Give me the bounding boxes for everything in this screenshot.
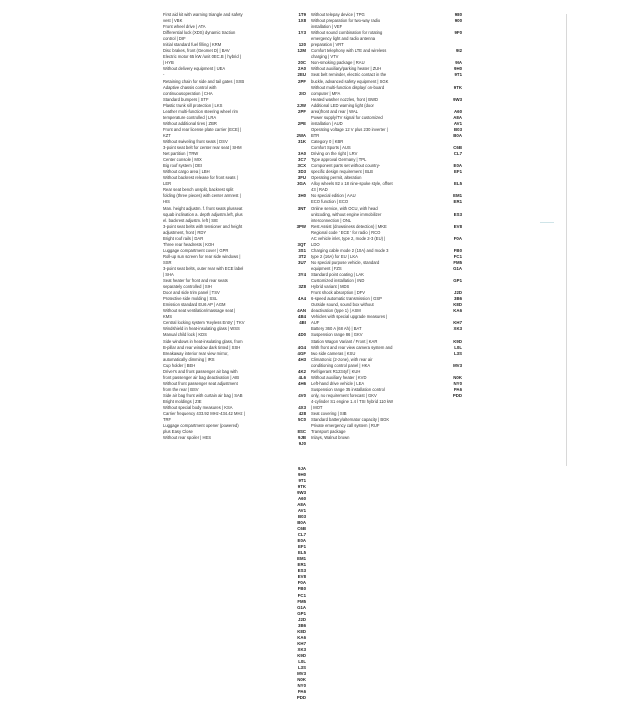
equipment-code: 9W3 [453,96,462,102]
column-descriptions-left [163,12,285,441]
description-line: Standard bumpers | STF [163,96,209,102]
equipment-code: F0A [297,580,306,586]
description-line: interconnection | ONL [311,217,352,223]
description-line: Suspension range 86 | GKV [311,332,363,338]
equipment-code: 3FU [297,175,306,181]
description-line: Protective side molding | SSL [163,296,218,302]
description-line: 43 | RAD [311,187,328,193]
description-line: Bright roof rails | DAR [163,235,204,241]
equipment-code: 4K2 [298,368,306,374]
description-line: Rest Assist (drowsiness detection) | MKE [311,223,387,229]
description-line: Man. height adjustm. f. front seats plusseat [163,205,243,211]
equipment-code: EL5 [298,550,306,556]
equipment-code: C6B [297,525,306,531]
description-line: Inlays, Walnut brown [311,435,350,441]
description-line: unitcoding, without engine immobilizer [311,211,382,217]
description-line: folding (three pieces) with center armrest | [163,193,241,199]
description-line: Without special body measures | KSA [163,405,233,411]
description-line: Left-hand drive vehicle | LEA [311,380,365,386]
equipment-code: AV1 [453,120,462,126]
equipment-code: 3Z8 [298,284,306,290]
equipment-code: PDD [296,695,306,701]
description-line: Three rear headrests | KOH [163,241,215,247]
equipment-code: 4BI [299,320,306,326]
description-line: | HYB [163,60,174,66]
equipment-code: NY0 [453,380,462,386]
equipment-code: 3D3 [298,169,306,175]
description-line: only, no requirement forecast | GKV [311,392,377,398]
equipment-code: G1A [453,265,462,271]
description-line: Comfort Sports | AUS [311,145,351,151]
description-line: KZT [163,132,171,138]
equipment-code: 2IO [298,90,306,96]
equipment-code: N0K [453,374,462,380]
description-line: No special edition | AAU [311,193,356,199]
equipment-code: 3A0 [298,151,306,157]
description-line: Type approval Germany | TPL [311,157,367,163]
description-line: squab inclination a. depth adjustm.left, plus [163,211,243,217]
description-line: Refrigerant R1234yf | KUH [311,368,361,374]
description-line: Bright moldings | ZIE [163,399,202,404]
description-line: 3-point seat belt for center rear seat | SHM [163,145,242,151]
equipment-code: EF1 [454,169,462,175]
description-line: Standard battery/alternator capacity | BGK [311,417,390,423]
column-descriptions-right [311,12,429,441]
description-line: No special purpose vehicle, standard [311,259,380,265]
description-line: Carrier frequency 433.92 MHz-434.42 MHz | [163,411,245,417]
description-line: Disc brakes, front (Geomet D) | BAV [163,48,230,54]
equipment-code: 4AN [297,308,306,314]
description-line: Roll-up sun screen for rear side windows | [163,253,241,259]
equipment-code: 12M [297,48,306,54]
equipment-code: 3QT [297,241,306,247]
equipment-code: 9J0 [298,441,306,447]
description-line: two side cameras | KSU [311,350,356,356]
equipment-code: 4X3 [298,405,306,411]
description-line: Leather multi-function steering wheel rim [163,108,238,114]
equipment-code: N0K [297,677,306,683]
equipment-code: FM5 [297,598,306,604]
equipment-code: 9JB [298,435,306,441]
description-line: temperature controlled | LRA [163,114,217,120]
description-line: LDO [311,241,320,247]
equipment-code: 2EU [297,72,306,78]
equipment-code: G1A [297,604,306,610]
description-line: BTR [311,132,320,138]
description-line: Outside sound, sound box without [311,302,374,308]
description-line: Hybrid variant | MDS [311,284,350,290]
description-line: B-pillar and rear window dark tinted | SSH [163,344,241,350]
equipment-code: K9D [297,652,306,658]
equipment-code: 9I2 [455,48,462,54]
equipment-code: 3GA [297,181,306,187]
equipment-code: B03 [454,126,462,132]
description-line: Differential lock (XDS) dynamic traction [163,30,236,36]
description-line: type 2 (16A) for EU | LKA [311,253,358,259]
description-line: Operating permit, alteration [311,175,362,181]
equipment-code: 9T1 [298,477,306,483]
equipment-code: 120 [298,42,306,48]
equipment-code: EL5 [454,181,462,187]
description-line: control | DIF [163,36,186,42]
equipment-code: 3CX [297,163,306,169]
equipment-code: CL7 [453,151,462,157]
equipment-code: 9F0 [454,30,462,36]
description-line: Additional LED warning light (door [311,102,374,108]
description-line: Without rear spoiler | HES [163,435,212,441]
equipment-code: A60 [454,108,462,114]
equipment-code: ES3 [297,568,306,574]
equipment-code: PA6 [453,386,462,392]
equipment-code: NY0 [297,683,306,689]
equipment-code: E0A [453,163,462,169]
description-line: emergency light and radio antenna [311,36,376,42]
equipment-code: 1Y3 [298,30,306,36]
description-line: - [163,72,165,78]
description-line: Online service, with OCU, with head [311,205,378,211]
equipment-code: B0A [453,132,462,138]
equipment-code: GP1 [297,610,306,616]
description-line: Without telepay device | TPG [311,12,365,17]
equipment-code: 4H3 [298,356,306,362]
equipment-code: 980 [454,12,462,17]
description-line: Without delivery equipment | UEA [163,66,226,72]
description-line: Windshield in heat-insulating glass | WSS [163,326,240,332]
description-line: Driver's and front passenger air bag with [163,368,238,374]
description-line: 4-cylinder S1 engine 1.4 l TSI hybrid 110 kW [311,399,393,404]
description-line: plus Easy Close [163,429,193,435]
description-line: Luggage compartment opener (powered) [163,423,239,429]
description-line: computer | MFA [311,90,341,96]
description-line: Front and rear license plate carrier (ECE) | [163,126,242,132]
equipment-code: 3C7 [298,157,306,163]
description-line: Battery 360 A (68 Ah) | BAT [311,326,362,332]
description-line: vest | VBK [163,18,183,24]
description-line: Manual child lock | KDS [163,332,207,338]
description-line: Private emergency call system | RUF [311,423,380,429]
description-line: SSR [163,259,172,265]
equipment-code: ER1 [297,562,306,568]
description-line: Standard point coating | LAK [311,272,364,278]
vertical-divider-rule [566,14,567,466]
equipment-code: 2PF [298,78,306,84]
description-line: Without additional tires | ZBR [163,120,217,126]
equipment-code: 4B4 [298,314,306,320]
description-line: Component parts set without country- [311,163,381,169]
equipment-code: 5C0 [298,417,306,423]
description-line: KMS [163,314,173,320]
equipment-code: 3B6 [454,296,462,302]
equipment-code: C6B [453,145,462,151]
equipment-code: 2JW [297,102,306,108]
equipment-code: PA6 [297,689,306,695]
equipment-code: EV8 [297,574,306,580]
description-line: Rear seat bench unsplit, backrest split [163,187,234,193]
equipment-code: FC1 [297,592,306,598]
description-line: Plastic trunk sill protection | LKS [163,102,223,108]
description-line: Seat covering | SIB [311,411,347,417]
description-line: Without backrest release for front seats | [163,175,238,181]
equipment-code: AV1 [297,507,306,513]
description-line: Retaining chain for side and tail gates | SXB [163,78,245,84]
equipment-code: A8A [297,501,306,507]
equipment-code: KH7 [297,640,306,646]
equipment-code: 2WA [296,132,306,138]
equipment-code: FB0 [297,586,306,592]
equipment-code: EM1 [297,556,306,562]
equipment-code: J2D [298,616,306,622]
equipment-code: 9H0 [454,66,462,72]
equipment-code: 3S1 [298,247,306,253]
description-line: area)front and rear | WAL [311,108,358,114]
description-line: Initial standard fuel filling | KRM [163,42,222,48]
equipment-code: 4G4 [297,344,306,350]
description-line: Without auxiliary/parking heater | ZUH [311,66,382,72]
description-line: conditioning control panel | HKA [311,362,371,368]
description-line: HIS [163,199,170,205]
description-line: Without multi-function display/ on-board [311,84,385,90]
equipment-code: KA6 [297,634,306,640]
description-line: Central locking system 'Keyless Entry' | TKV [163,320,245,326]
equipment-code: 3H0 [298,193,306,199]
description-line: Without swiveling front seats | DSV [163,138,228,144]
description-line: Luggage compartment cover | GPR [163,247,229,253]
equipment-code: 31K [298,138,306,144]
equipment-code: 2PE [297,120,306,126]
description-line: Breakaway interior rear view mirror, [163,350,229,356]
equipment-code: 9H0 [298,471,306,477]
equipment-code: 8SC [297,429,306,435]
equipment-code: 4V0 [298,392,306,398]
description-line: Cup holder | BEH [163,362,196,368]
description-line: Non-smoking package | RAU [311,60,365,66]
description-line: Vehicles with special upgrade measures | [311,314,388,320]
description-line: Regional code ' ECE ' for radio | RCO [311,229,381,235]
equipment-code: FC1 [453,253,462,259]
equipment-code: 9JA [298,465,306,471]
description-line: | MOT [311,405,323,411]
description-line: Without cargo area | LBH [163,169,210,175]
equipment-code: A8A [453,114,462,120]
equipment-code: 3PW [296,223,306,229]
description-line: adjustment, front | RDY [163,229,207,235]
equipment-code: 9TK [297,483,306,489]
description-line: ECO function | ECO [311,199,349,205]
equipment-code: B0A [297,519,306,525]
equipment-code: 4L6 [298,374,306,380]
description-line: Seat heater for front and rear seats [163,278,228,284]
description-line: AC vehicle inlet, type 2, mode 2-3 (EU) | [311,235,386,241]
equipment-code: 428 [298,411,306,417]
description-line: buckle, advanced safety equipment | SGK [311,78,389,84]
description-line: With front and rear view camera system and [311,344,393,350]
equipment-code: L0L [298,659,306,665]
description-line: deactivation (type 1) | ASM [311,308,361,314]
description-line: First aid kit with warning triangle and safety [163,12,243,17]
description-line: TRF [163,417,172,423]
equipment-code: 4A4 [298,296,306,302]
description-line: separately controlled | SIH [163,284,212,290]
equipment-code: CL7 [297,532,306,538]
description-line: 3-point seat belts, outer rear with ECE label [163,265,244,271]
description-line: Front shock absorption | DFV [311,290,366,296]
description-line: preparation | VRT [311,42,344,48]
equipment-code: 900 [454,18,462,24]
equipment-code: 2PF [298,108,306,114]
description-line: from the rear | BSV [163,386,199,392]
equipment-code: GP1 [453,278,462,284]
equipment-code: 3Y4 [298,272,306,278]
equipment-code: 1T9 [298,12,306,17]
equipment-code: A60 [298,495,306,501]
equipment-code: 3B6 [298,622,306,628]
equipment-code: K8D [453,302,462,308]
equipment-code: B03 [298,513,306,519]
equipment-code: 9TK [453,84,462,90]
description-line: el. backrest adjustm. left | SIE [163,217,219,223]
equipment-code: 1X8 [298,18,306,24]
description-line: front passenger air bag deactivation | AIB [163,374,240,380]
description-line: Customized installation | IND [311,278,365,284]
description-line: Net partition | TRW [163,151,199,157]
description-line: Heated washer nozzles, front | BWD [311,96,379,102]
description-line: equipment | FZS [311,265,342,271]
equipment-code: 3U7 [298,259,306,265]
description-line: AUF [311,320,320,326]
margin-tick-mark [540,222,554,223]
description-line: 3-point seat belts with tensioner and height [163,223,243,229]
description-line: Door and side trim panel | TSV [163,290,220,296]
description-line: Without auxiliary heater | KVD [311,374,367,380]
description-line: Comfort telephony with LTE and wireless [311,48,387,54]
equipment-code: 2A0 [298,66,306,72]
equipment-code: 9IA [455,60,462,66]
equipment-code: K9D [453,338,462,344]
equipment-code: FM5 [453,259,462,265]
equipment-code: 9T1 [454,72,462,78]
equipment-code: F0A [453,235,462,241]
description-line: Without front passenger seat adjustment [163,380,238,386]
equipment-code: 9W3 [297,489,306,495]
equipment-code: L3S [298,665,306,671]
equipment-code: E0A [297,538,306,544]
equipment-code: KA6 [453,308,462,314]
description-line: Driving on the right | LRV [311,151,358,157]
equipment-code: 3NT [297,205,306,211]
equipment-code: 4GF [297,350,306,356]
description-line: installation | AUD [311,120,343,126]
equipment-code: L0L [454,344,462,350]
description-line: Without sound combination for rotating [311,30,383,36]
description-line: Seat belt reminder, electric contact in the [311,72,387,78]
description-line: Without preparation for two-way radio [311,18,381,24]
description-line: continuousoperation | CHA [163,90,213,96]
description-line: | SHA [163,272,174,278]
equipment-code: ER1 [453,199,462,205]
description-line: Big roof system | DEI [163,163,203,169]
equipment-code: MV3 [297,671,306,677]
equipment-code: XK3 [297,646,306,652]
equipment-code: L3S [454,350,462,356]
equipment-code: MV3 [453,362,462,368]
description-line: Transport package [311,429,346,435]
column-codes-right [429,12,467,399]
equipment-code: 20C [298,60,306,66]
description-line: Side air bag front with curtain air bag | SAB [163,392,243,398]
description-line: automatically dimming | IRS [163,356,215,362]
description-line: Without seat ventilation/massage seat | [163,308,236,314]
description-line: Category 0 | KBR [311,138,344,144]
equipment-code: 4D0 [298,332,306,338]
description-line: Station Wagon Variant / Front | KAR [311,338,378,344]
equipment-code: J2D [454,290,462,296]
equipment-code: ES3 [453,211,462,217]
description-line: Suspension range 35 installation control [311,386,385,392]
equipment-code: PDD [452,392,462,398]
equipment-code: KH7 [453,320,462,326]
description-line: Climatronic (2-zone), with rear air [311,356,373,362]
description-line: Center console | MIX [163,157,202,163]
description-line: installation | VEF [311,24,343,30]
equipment-code: 3T2 [298,253,306,259]
equipment-code: EF1 [298,544,306,550]
description-line: Emission standard EU6 AP | AGM [163,302,226,308]
description-line: LER [163,181,172,187]
description-line: Power supply/TV signal for customized [311,114,383,120]
description-line: Charging cable mode 2 (10A) and mode 3 [311,247,389,253]
description-line: Operating voltage 12 V plus 230 inverter | [311,126,388,132]
description-line: Side windows in heat-insulating glass, from [163,338,243,344]
code-table [163,12,588,701]
equipment-code: XK3 [453,326,462,332]
equipment-code: EM1 [453,193,462,199]
description-line: Alloy wheels 82 x 18 nine-spoke style, offset [311,181,393,187]
column-codes-center [285,12,311,701]
description-line: Adaptive chassis control with [163,84,217,90]
equipment-code: FB0 [453,247,462,253]
description-line: charging | VTV [311,54,339,60]
equipment-code: K8D [297,628,306,634]
description-line: specific design requirement | BLB [311,169,373,175]
description-line: 6-speed automatic transmission | GSP [311,296,382,302]
description-line: Front wheel drive | ATA [163,24,206,30]
equipment-code: EV8 [453,223,462,229]
description-line: Electric motor 65 kW /unit 0EC.B ( hybrid ) [163,54,242,60]
equipment-code: 4H6 [298,380,306,386]
